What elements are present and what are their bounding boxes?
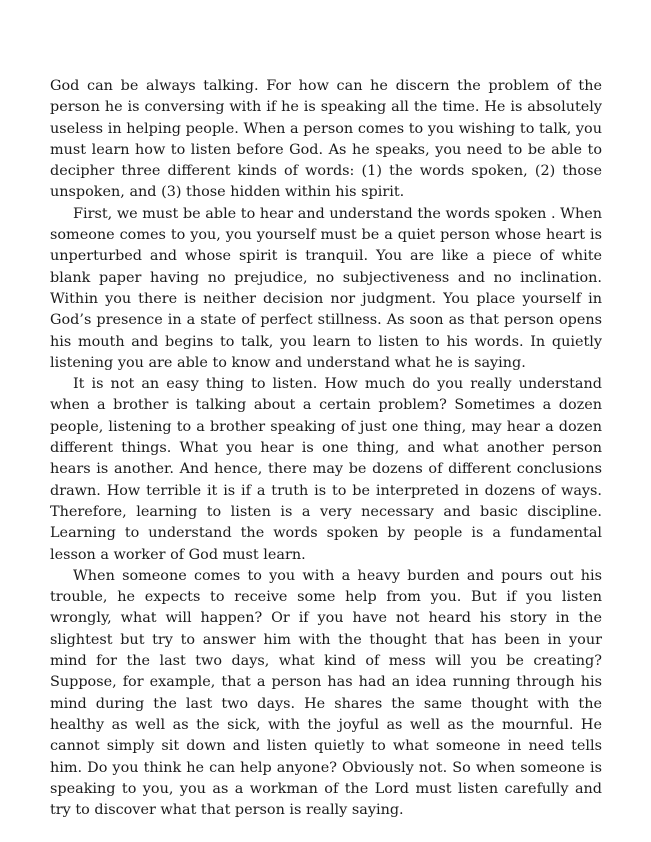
body-text xyxy=(50,76,602,821)
paragraph: It is not an easy thing to listen. How much do you really understand when a brother is talking about a certain problem? Sometimes a dozen people, listening to a brother speaking of just one thing, may hear a dozen different things. What you hear is one thing, and what another person hears is another. And hence, there may be dozens of different conclusions drawn. How terrible it is if a truth is to be interpreted in dozens of ways. Therefore, learning to listen is a very necessary and basic discipline. Learning to understand the words spoken by people is a fundamental lesson a worker of God must learn. xyxy=(50,376,602,563)
paragraph: First, we must be able to hear and understand the words spoken . When someone comes to you, you yourself must be a quiet person whose heart is unperturbed and whose spirit is tranquil. You are like a piece of white blank paper having no prejudice, no subjectiveness and no inclination. Within you there is neither decision nor judgment. You place yourself in God’s presence in a state of perfect stillness. As soon as that person opens his mouth and begins to talk, you learn to listen to his words. In quietly listening you are able to know and understand what he is saying. xyxy=(50,205,602,371)
paragraph: God can be always talking. For how can he discern the problem of the person he is conversing with if he is speaking all the time. He is absolutely useless in helping people. When a person comes to you wishing to talk, you must learn how to listen before God. As he speaks, you need to be able to decipher three different kinds of words: (1) the words spoken, (2) those unspoken, and (3) those hidden within his spirit. xyxy=(50,78,602,201)
paragraph: When someone comes to you with a heavy burden and pours out his trouble, he expects to receive some help from you. But if you listen wrongly, what will happen? Or if you have not heard his story in the slightest but try to answer him with the thought that has been in your mind for the last two days, what kind of mess will you be creating? Suppose, for example, that a person has had an idea running through his mind during the last two days. He shares the same thought with the healthy as well as the sick, with the joyful as well as the mournful. He cannot simply sit down and listen quietly to what someone in need tells him. Do you think he can help anyone? Obviously not. So when someone is speaking to you, you as a workman of the Lord must listen carefully and try to discover what that person is really saying. xyxy=(50,567,602,819)
